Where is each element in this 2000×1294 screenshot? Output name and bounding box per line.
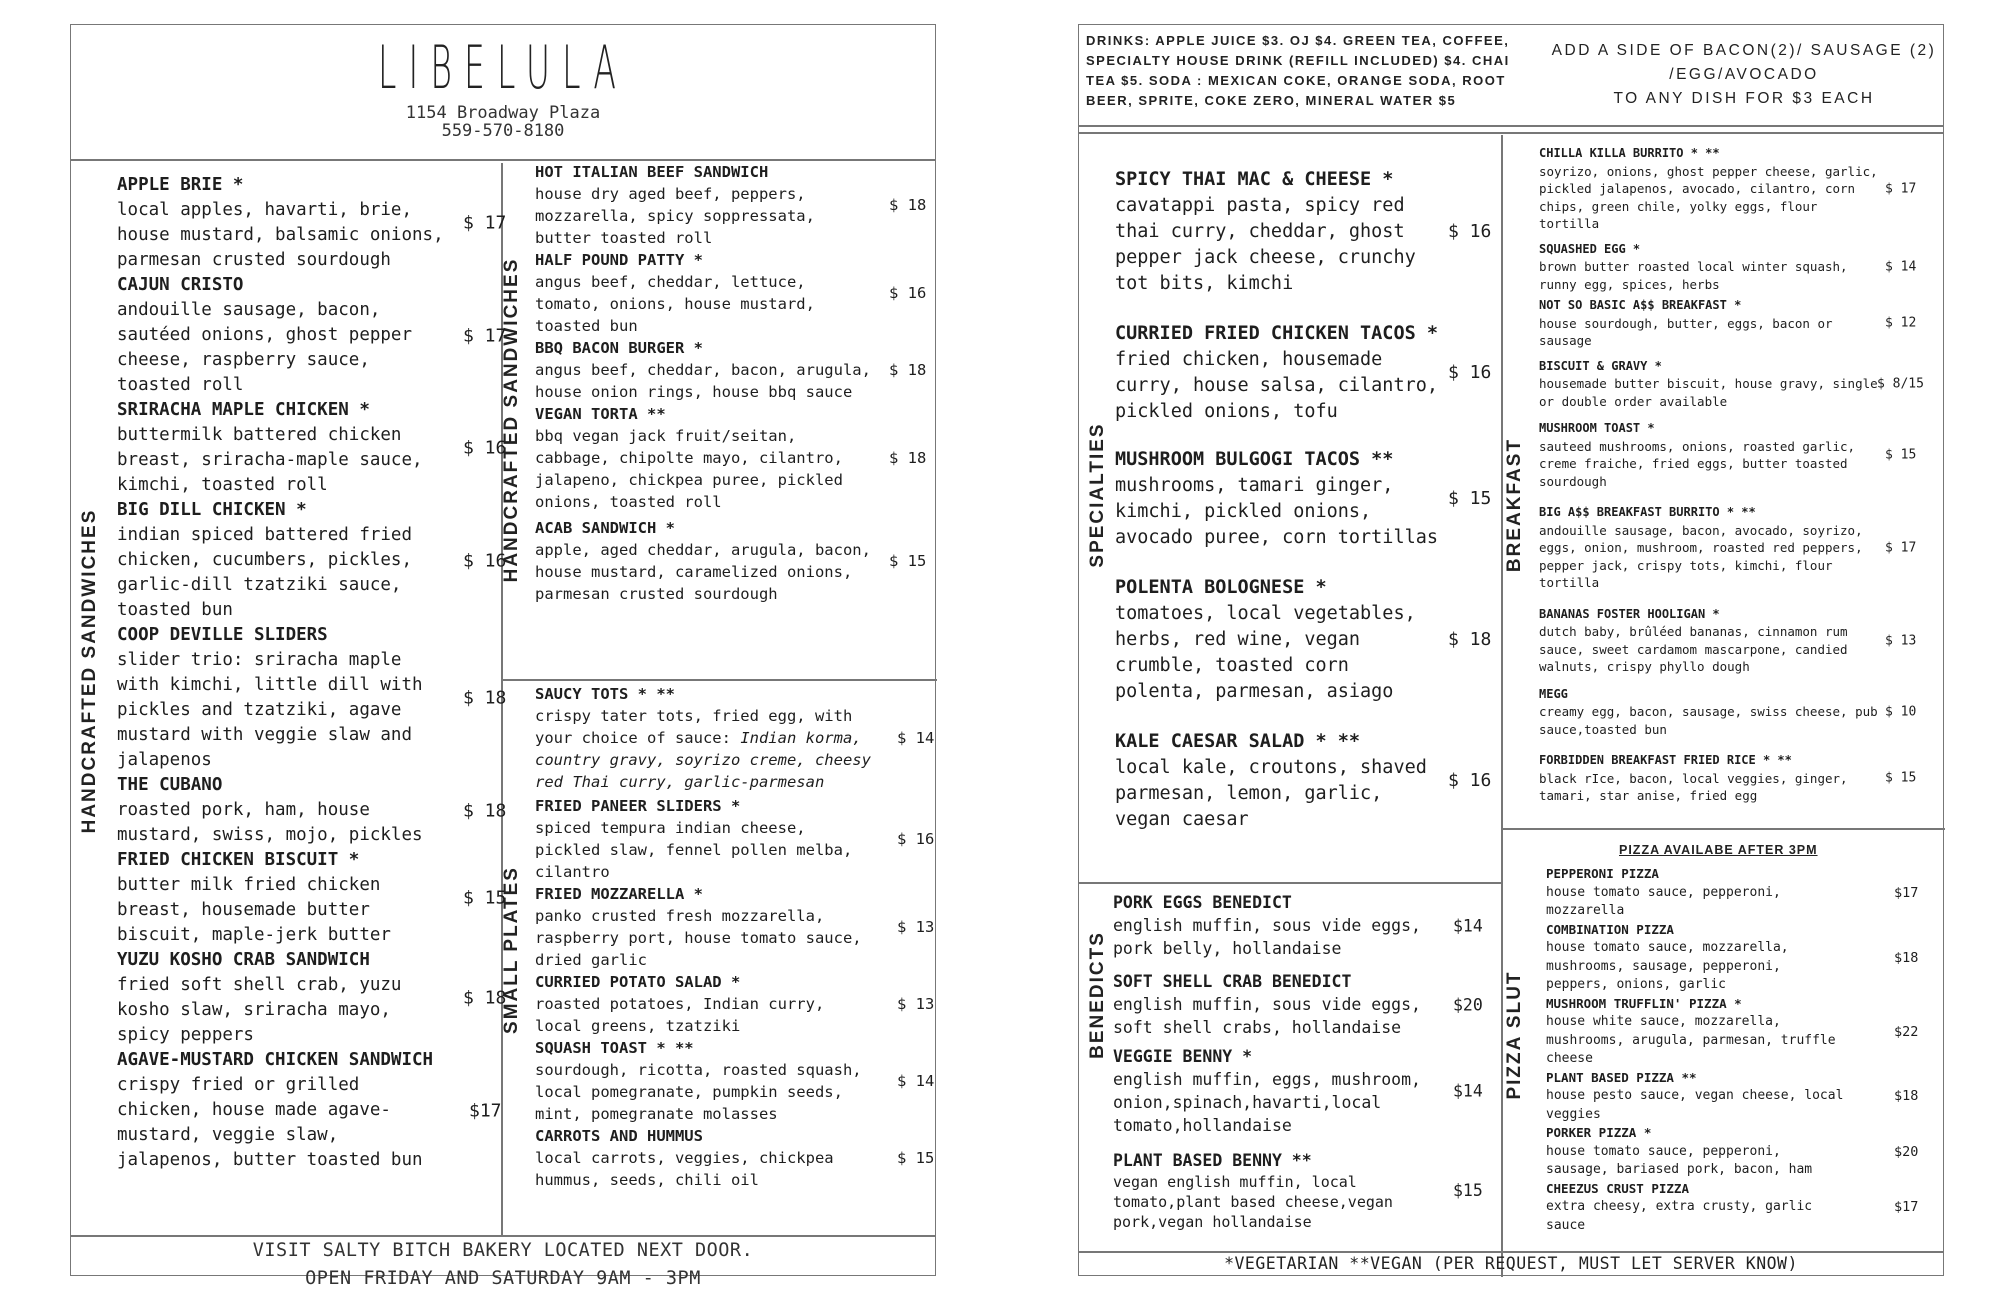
menu-item-description: panko crusted fresh mozzarella, raspberry port, house tomato sauce, dried garlic	[535, 907, 862, 969]
menu-item-description: house tomato sauce, pepperoni, sausage, bariased pork, bacon, ham	[1546, 1143, 1813, 1177]
menu-item-description: sourdough, ricotta, roasted squash, local pomegranate, pumpkin seeds, mint, pomegranate molasses	[535, 1061, 862, 1123]
menu-item	[1546, 921, 1919, 995]
section-label-benedicts: BENEDICTS	[1087, 931, 1108, 1059]
menu-item-description: angus beef, cheddar, lettuce, tomato, onions, house mustard, toasted bun	[535, 273, 815, 335]
menu-item	[117, 173, 507, 273]
small-plates-list	[535, 683, 935, 1191]
menu-item-description: soyrizo, onions, ghost pepper cheese, garlic, pickled jalapenos, avocado, cilantro, corn chips, green chile, yolky eggs, flour tortilla	[1539, 163, 1878, 231]
menu-item-price: $ 8/15	[1877, 376, 1924, 391]
menu-item-description: slider trio: sriracha maple with kimchi, little dill with pickles and tzatziki, agave mustard with veggie slaw and jalapenos	[117, 650, 423, 770]
menu-item-description: fried chicken, housemade curry, house salsa, cilantro, pickled onions, tofu	[1115, 349, 1439, 422]
menu-item-name: POLENTA BOLOGNESE *	[1115, 577, 1327, 598]
menu-item-name: PORK EGGS BENEDICT	[1113, 893, 1292, 912]
menu-item	[535, 249, 927, 337]
menu-item-description: house dry aged beef, peppers, mozzarella, spicy soppressata, butter toasted roll	[535, 185, 815, 247]
menu-item-price: $ 18	[889, 361, 927, 379]
drinks-list: DRINKS: APPLE JUICE $3. OJ $4. GREEN TEA, COFFEE, SPECIALTY HOUSE DRINK (REFILL INCLUDED) $4. CHAI TEA $5. SODA : MEXICAN COKE, ORANGE SODA, ROOT BEER, SPRITE, COKE ZERO, MINERAL WATER $5	[1086, 33, 1510, 108]
add-side-line-1: ADD A SIDE OF BACON(2)/ SAUSAGE (2)	[1551, 42, 1937, 59]
menu-item	[1539, 297, 1917, 350]
menu-item-name: CURRIED POTATO SALAD *	[535, 973, 741, 991]
menu-item-price: $ 16	[463, 550, 507, 571]
menu-item-name: PORKER PIZZA *	[1546, 1125, 1652, 1140]
restaurant-phone: 559-570-8180	[441, 121, 565, 141]
menu-item	[1539, 752, 1917, 805]
menu-item-price: $ 12	[1885, 315, 1917, 331]
menu-item	[535, 1037, 935, 1125]
menu-item-price: $ 16	[1448, 362, 1492, 383]
menu-item-price: $ 14	[1885, 259, 1917, 274]
menu-item	[535, 337, 927, 403]
menu-item-description: english muffin, eggs, mushroom, onion,spinach,havarti,local tomato,hollandaise	[1113, 1070, 1421, 1135]
menu-item-name: CARROTS AND HUMMUS	[535, 1127, 703, 1145]
menu-item-name: SQUASHED EGG *	[1539, 241, 1641, 256]
menu-item	[1539, 606, 1917, 676]
menu-item-price: $ 16	[463, 437, 507, 459]
menu-item-name: VEGGIE BENNY *	[1113, 1047, 1253, 1066]
menu-item-name: BANANAS FOSTER HOOLIGAN *	[1539, 606, 1720, 621]
menu-item	[535, 883, 935, 971]
menu-item-description: local kale, croutons, shaved parmesan, lemon, garlic, vegan caesar	[1115, 757, 1427, 830]
menu-item-description-text: crispy tater tots, fried egg, with your choice of sauce:	[535, 707, 853, 747]
menu-item-price: $ 15	[889, 552, 927, 570]
menu-item	[117, 273, 507, 398]
menu-item	[1546, 1180, 1919, 1236]
menu-item-name: PLANT BASED BENNY **	[1113, 1151, 1312, 1170]
menu-item-price: $ 15	[463, 887, 507, 909]
bakery-notice	[71, 1237, 935, 1293]
add-side-line-3: TO ANY DISH FOR $3 EACH	[1613, 90, 1875, 107]
menu-item-name: FORBIDDEN BREAKFAST FRIED RICE * **	[1539, 753, 1792, 767]
menu-item-name: FRIED CHICKEN BISCUIT *	[117, 850, 360, 870]
menu-item-name: CURRIED FRIED CHICKEN TACOS *	[1115, 323, 1439, 344]
hot-sandwiches-list	[535, 161, 927, 605]
menu-item-price: $17	[1894, 884, 1919, 901]
menu-item-description: house white sauce, mozzarella, mushrooms, arugula, parmesan, truffle cheese	[1546, 1014, 1836, 1066]
specialties-list	[1115, 167, 1492, 833]
menu-item-price: $ 15	[897, 1149, 935, 1167]
menu-item-price: $ 18	[1448, 629, 1492, 650]
menu-item-description: roasted pork, ham, house mustard, swiss, mojo, pickles	[117, 800, 423, 845]
menu-item-price: $ 16	[897, 830, 935, 848]
menu-item	[1115, 729, 1492, 833]
menu-item-description: english muffin, sous vide eggs, soft shell crabs, hollandaise	[1113, 995, 1421, 1037]
menu-item	[1546, 1124, 1919, 1180]
section-label-specialties: SPECIALTIES	[1087, 422, 1108, 568]
menu-item-price: $15	[1453, 1180, 1483, 1200]
benedicts-list	[1113, 891, 1483, 1232]
menu-item	[1539, 358, 1924, 411]
menu-item	[1546, 865, 1919, 921]
menu-item-price: $20	[1453, 995, 1483, 1014]
menu-item-name: FRIED MOZZARELLA *	[535, 885, 703, 903]
menu-item-name: CHILLA KILLA BURRITO * **	[1539, 146, 1720, 160]
menu-item-description: black rIce, bacon, local veggies, ginger, tamari, star anise, fried egg	[1539, 770, 1848, 803]
restaurant-address-block	[71, 104, 935, 140]
menu-item-name: MUSHROOM TOAST *	[1539, 421, 1655, 435]
restaurant-logo: LIBELULA	[378, 33, 628, 103]
section-label-hot-sandwiches: HANDCRAFTED SANDWICHES	[501, 257, 522, 583]
menu-item-name: COOP DEVILLE SLIDERS	[117, 625, 328, 645]
menu-item-name: BIG A$$ BREAKFAST BURRITO * **	[1539, 505, 1756, 519]
add-side-notice	[1549, 39, 1939, 111]
menu-item	[117, 848, 507, 948]
menu-item-description: mushrooms, tamari ginger, kimchi, pickled onions, avocado puree, corn tortillas	[1115, 475, 1439, 548]
menu-item	[1113, 1149, 1483, 1232]
menu-item-description: extra cheesy, extra crusty, garlic sauce	[1546, 1199, 1813, 1233]
menu-item-name: MEGG	[1539, 686, 1568, 701]
menu-item-price: $18	[1894, 949, 1919, 966]
menu-item-description: vegan english muffin, local tomato,plant based cheese,vegan pork,vegan hollandaise	[1113, 1173, 1393, 1231]
menu-item	[1539, 686, 1917, 739]
menu-item-description: andouille sausage, bacon, sautéed onions, ghost pepper cheese, raspberry sauce, toasted roll	[117, 300, 413, 395]
menu-item-price: $20	[1894, 1143, 1919, 1160]
menu-item-price: $ 15	[1885, 770, 1917, 786]
menu-item-description: buttermilk battered chicken breast, sriracha-maple sauce, kimchi, toasted roll	[117, 425, 423, 495]
menu-item-price: $ 13	[1885, 632, 1917, 648]
menu-item-description: housemade butter biscuit, house gravy, single or double order available	[1539, 376, 1878, 409]
menu-item-price: $ 18	[889, 196, 927, 214]
menu-item-description: apple, aged cheddar, arugula, bacon, house mustard, caramelized onions, parmesan crusted sourdough	[535, 541, 871, 603]
menu-item-description: house tomato sauce, pepperoni, mozzarella	[1546, 884, 1781, 918]
menu-item-description: local carrots, veggies, chickpea hummus, seeds, chili oil	[535, 1149, 834, 1189]
menu-item-price: $ 13	[897, 995, 935, 1013]
menu-item-name: CHEEZUS CRUST PIZZA	[1546, 1180, 1689, 1196]
menu-item-description: house sourdough, butter, eggs, bacon or sausage	[1539, 315, 1833, 348]
menu-item-name: COMBINATION PIZZA	[1546, 921, 1674, 937]
menu-item-description: bbq vegan jack fruit/seitan, cabbage, chipolte mayo, cilantro, jalapeno, chickpea puree, pickled onions, toasted roll	[535, 427, 843, 511]
menu-item-description: brown butter roasted local winter squash, runny egg, spices, herbs	[1539, 259, 1848, 292]
bakery-notice-line-2: OPEN FRIDAY AND SATURDAY 9AM - 3PM	[305, 1268, 701, 1289]
menu-item-price: $22	[1894, 1023, 1919, 1040]
menu-item	[117, 773, 507, 848]
menu-item-price: $ 16	[1448, 770, 1492, 791]
menu-item-price: $ 17	[1885, 181, 1917, 196]
menu-item-name: NOT SO BASIC A$$ BREAKFAST *	[1539, 298, 1742, 312]
menu-item-name: SAUCY TOTS * **	[535, 685, 675, 703]
menu-page-right	[1078, 24, 1944, 1276]
menu-item-name: PLANT BASED PIZZA **	[1546, 1069, 1697, 1085]
breakfast-list	[1539, 145, 1924, 805]
menu-item	[1115, 321, 1492, 425]
section-label-small-plates: SMALL PLATES	[501, 866, 522, 1034]
menu-item-name: HALF POUND PATTY *	[535, 251, 703, 269]
menu-item	[535, 683, 935, 793]
menu-item	[1539, 504, 1917, 592]
menu-item-name: THE CUBANO	[117, 775, 223, 795]
section-label-handcrafted-sandwiches: HANDCRAFTED SANDWICHES	[79, 508, 100, 834]
menu-item-price: $ 17	[463, 325, 507, 346]
menu-item-description: spiced tempura indian cheese, pickled slaw, fennel pollen melba, cilantro	[535, 819, 853, 881]
pizza-list	[1546, 865, 1919, 1235]
menu-item-price: $14	[1453, 1081, 1483, 1101]
menu-item-price: $ 17	[1885, 540, 1917, 555]
menu-item-name: KALE CAESAR SALAD * **	[1115, 731, 1361, 752]
header-divider	[1079, 125, 1943, 127]
menu-item-price: $ 16	[889, 284, 927, 302]
menu-item	[117, 498, 507, 623]
menu-item	[1539, 241, 1917, 294]
menu-item-description: cavatappi pasta, spicy red thai curry, cheddar, ghost pepper jack cheese, crunchy tot bits, kimchi	[1115, 195, 1416, 294]
menu-item-name: PEPPERONI PIZZA	[1546, 866, 1659, 881]
pizza-availability-title: PIZZA AVAILABE AFTER 3PM	[1619, 843, 1818, 857]
menu-item-name: BISCUIT & GRAVY *	[1539, 358, 1662, 373]
menu-item-description: creamy egg, bacon, sausage, swiss cheese, pub sauce,toasted bun	[1539, 704, 1878, 737]
menu-item	[535, 161, 927, 249]
benedicts-divider	[1079, 882, 1501, 884]
menu-item	[535, 795, 935, 883]
menu-page-left	[70, 24, 936, 1289]
menu-item	[1113, 1045, 1483, 1137]
menu-item-price: $ 18	[463, 800, 507, 821]
menu-item-price: $ 10	[1885, 704, 1917, 719]
menu-item-price: $17	[1894, 1199, 1919, 1215]
menu-item-name: HOT ITALIAN BEEF SANDWICH	[535, 163, 769, 181]
menu-item-name: VEGAN TORTA **	[535, 405, 666, 423]
restaurant-address: 1154 Broadway Plaza	[405, 103, 601, 123]
menu-item-description: angus beef, cheddar, bacon, arugula, house onion rings, house bbq sauce	[535, 361, 871, 401]
menu-item-description: english muffin, sous vide eggs, pork belly, hollandaise	[1113, 916, 1421, 958]
add-side-line-2: /EGG/AVOCADO	[1669, 66, 1819, 83]
sandwiches-list	[117, 173, 507, 1173]
menu-item-description: tomatoes, local vegetables, herbs, red wine, vegan crumble, toasted corn polenta, parmesan, asiago	[1115, 603, 1416, 702]
menu-item	[1115, 167, 1492, 297]
section-label-breakfast: BREAKFAST	[1504, 437, 1525, 573]
menu-item-description: andouille sausage, bacon, avocado, soyrizo, eggs, onion, mushroom, roasted red peppers, pepper jack, crispy tots, kimchi, flour tortilla	[1539, 522, 1863, 590]
menu-item-price: $18	[1894, 1088, 1919, 1104]
menu-item-price: $14	[1453, 916, 1483, 935]
menu-item-name: BBQ BACON BURGER *	[535, 339, 703, 357]
menu-item-price: $ 13	[897, 918, 935, 936]
menu-item-price: $ 15	[1885, 447, 1917, 463]
menu-item-description: roasted potatoes, Indian curry, local greens, tzatziki	[535, 995, 825, 1035]
header-divider-2	[1079, 132, 1943, 134]
menu-item-name: BIG DILL CHICKEN *	[117, 500, 307, 520]
menu-item-description	[535, 705, 875, 793]
menu-item	[1546, 995, 1919, 1069]
menu-item	[1113, 891, 1483, 960]
menu-item-price: $ 18	[463, 687, 507, 709]
menu-item-description: butter milk fried chicken breast, housemade butter biscuit, maple-jerk butter	[117, 875, 391, 945]
menu-item-name: MUSHROOM BULGOGI TACOS **	[1115, 449, 1394, 470]
menu-item-price: $ 17	[463, 212, 507, 234]
menu-item	[1539, 420, 1917, 490]
menu-item-description: indian spiced battered fried chicken, cucumbers, pickles, garlic-dill tzatziki sauce, toasted bun	[117, 525, 413, 620]
menu-item-description: house tomato sauce, mozzarella, mushrooms, sausage, pepperoni, peppers, onions, garlic	[1546, 940, 1789, 992]
column-divider	[1501, 135, 1503, 1277]
menu-item-description: local apples, havarti, brie, house mustard, balsamic onions, parmesan crusted sourdough	[117, 200, 444, 270]
menu-item	[117, 623, 507, 773]
menu-item	[1115, 575, 1492, 705]
dietary-legend: *VEGETARIAN **VEGAN (PER REQUEST, MUST LET SERVER KNOW)	[1224, 1254, 1798, 1273]
menu-item-name: APPLE BRIE *	[117, 175, 244, 195]
menu-item-name: MUSHROOM TRUFFLIN' PIZZA *	[1546, 995, 1742, 1011]
menu-item	[535, 1125, 935, 1191]
menu-item-price: $ 18	[463, 987, 507, 1009]
menu-item	[535, 403, 927, 513]
menu-item-name: YUZU KOSHO CRAB SANDWICH	[117, 950, 370, 970]
menu-item-name: AGAVE-MUSTARD CHICKEN SANDWICH	[117, 1050, 434, 1070]
menu-item-price: $ 14	[897, 729, 935, 747]
section-label-pizza: PIZZA SLUT	[1504, 970, 1525, 1100]
small-plates-divider	[501, 679, 937, 681]
menu-item-description: crispy fried or grilled chicken, house made agave-mustard, veggie slaw, jalapenos, butter toasted bun	[117, 1075, 423, 1170]
menu-item	[1115, 447, 1492, 551]
menu-item	[117, 398, 507, 498]
pizza-divider	[1501, 828, 1945, 830]
menu-item-name: CAJUN CRISTO	[117, 275, 244, 295]
menu-item-name: SRIRACHA MAPLE CHICKEN *	[117, 400, 370, 420]
sauce-options: Indian korma, country gravy, soyrizo creme, cheesy red Thai curry, garlic-parmesan	[535, 729, 871, 791]
menu-item-price: $ 14	[897, 1072, 935, 1090]
menu-item-price: $ 16	[1448, 221, 1492, 242]
menu-item	[117, 1048, 502, 1173]
menu-item-name: SOFT SHELL CRAB BENEDICT	[1113, 972, 1352, 991]
menu-item-price: $ 18	[889, 449, 927, 467]
menu-item-description: sauteed mushrooms, onions, roasted garlic, creme fraiche, fried eggs, butter toasted sourdough	[1539, 438, 1856, 489]
menu-item	[1546, 1069, 1919, 1125]
menu-item-description: house pesto sauce, vegan cheese, local veggies	[1546, 1088, 1844, 1122]
bakery-notice-line-1: VISIT SALTY BITCH BAKERY LOCATED NEXT DOOR.	[252, 1240, 754, 1261]
menu-item-price: $17	[469, 1100, 502, 1121]
footer-divider	[1079, 1251, 1943, 1253]
menu-item	[117, 948, 507, 1048]
menu-item	[1539, 145, 1917, 233]
menu-item-name: FRIED PANEER SLIDERS *	[535, 797, 741, 815]
menu-item	[1113, 970, 1483, 1039]
menu-item-name: SQUASH TOAST * **	[535, 1039, 694, 1057]
menu-item-description: fried soft shell crab, yuzu kosho slaw, sriracha mayo, spicy peppers	[117, 975, 402, 1045]
menu-item-description: dutch baby, brûléed bananas, cinnamon rum sauce, sweet cardamom mascarpone, candied walnuts, crispy phyllo dough	[1539, 624, 1848, 674]
menu-item-name: SPICY THAI MAC & CHEESE *	[1115, 169, 1394, 190]
menu-item	[535, 517, 927, 605]
menu-item	[535, 971, 935, 1037]
menu-item-price: $ 15	[1448, 488, 1492, 509]
menu-item-name: ACAB SANDWICH *	[535, 519, 675, 537]
